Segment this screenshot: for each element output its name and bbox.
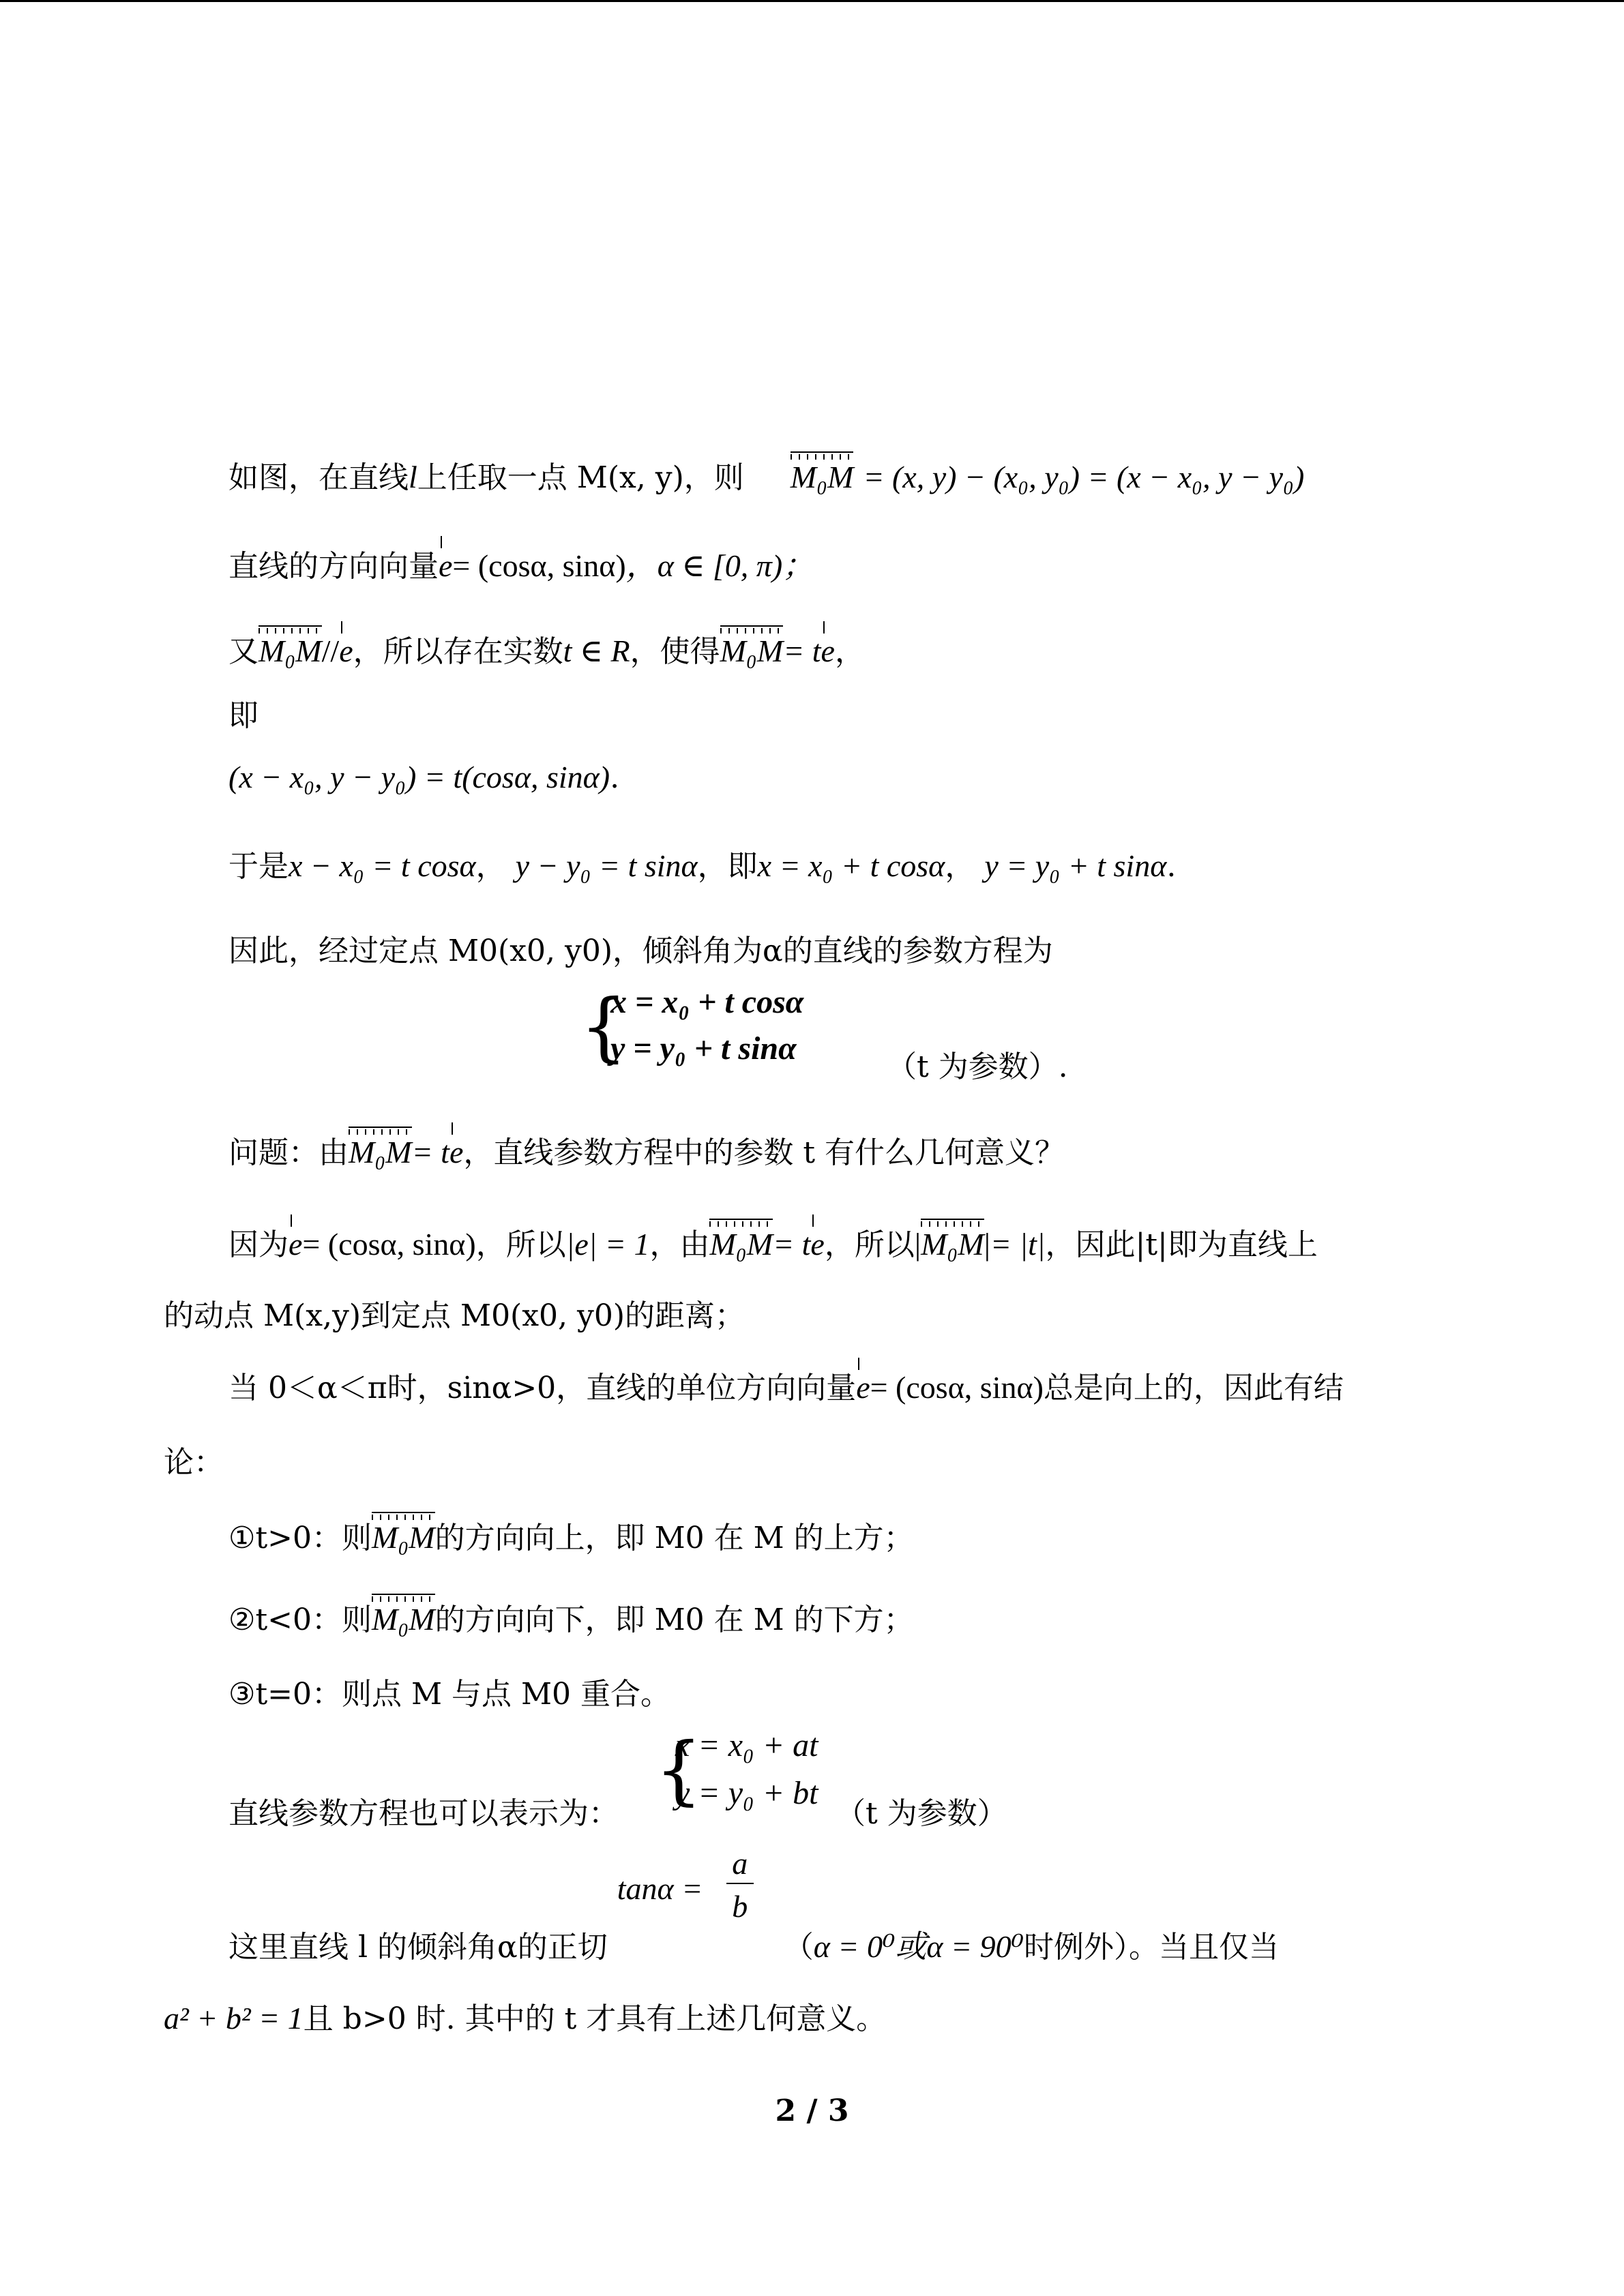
reason-line-2: 的动点 M(x,y)到定点 M0(x0, y0)的距离； bbox=[164, 1298, 745, 1333]
reason-line-1: 因为 e= (cosα, sinα)，所以|e| = 1，由 M₀M= t e，所以| M₀M|= |t|，因此|t|即为直线上 bbox=[228, 1224, 1318, 1266]
parametric-system-2: { x = x₀ + at y = y₀ + bt （t 为参数） bbox=[655, 1726, 1007, 1831]
when-line-2: 论： bbox=[164, 1445, 224, 1480]
final-line: a² + b² = 1且 b>0 时. 其中的 t 才具有上述几何意义。 bbox=[164, 2001, 887, 2036]
vector-m0m: M₀M bbox=[791, 457, 854, 498]
text-line-1: 如图，在直线l上任取一点 M(x, y)，则 M₀M = (x, y) − (x₀, y₀) = (x − x₀, y − y₀) bbox=[228, 457, 1304, 498]
tangent-line: 这里直线 l 的倾斜角α的正切 tanα = a b （α = 0⁰或α = 90⁰时例外）。当且仅当 bbox=[228, 1846, 1280, 1965]
conclusion-3: ③t=0：则点 M 与点 M0 重合。 bbox=[228, 1677, 671, 1712]
top-border bbox=[0, 0, 1624, 2]
text-line-7: 因此，经过定点 M0(x0, y0)，倾斜角为α的直线的参数方程为 bbox=[228, 934, 1053, 968]
text-line-4: 即 bbox=[228, 698, 259, 733]
text-line-3: 又 M₀M// e，所以存在实数t ∈ R，使得 M₀M= t e， bbox=[228, 631, 865, 672]
question-line: 问题：由 M₀M= t e，直线参数方程中的参数 t 有什么几何意义？ bbox=[228, 1132, 1065, 1174]
text-line-6: 于是x − x₀ = t cosα， y − y₀ = t sinα，即x = x₀ + t cosα， y = y₀ + t sinα. bbox=[228, 848, 1177, 884]
parametric-system-1: { x = x₀ + t cosα y = y₀ + t sinα （t 为参数）. bbox=[580, 983, 1068, 1084]
text-line-5: (x − x₀, y − y₀) = t(cosα, sinα). bbox=[228, 760, 620, 795]
text-line-2: 直线的方向向量 e= (cosα, sinα)，α ∈ [0, π)； bbox=[228, 546, 814, 587]
conclusion-2: ②t<0：则 M₀M的方向向下，即 M0 在 M 的下方； bbox=[228, 1599, 914, 1641]
alt-form-label: 直线参数方程也可以表示为： bbox=[228, 1796, 619, 1831]
page-number: 2 / 3 bbox=[775, 2093, 849, 2128]
conclusion-1: ①t>0：则 M₀M的方向向上，即 M0 在 M 的上方； bbox=[228, 1517, 914, 1559]
when-line-1: 当 0＜α＜π时，sinα>0，直线的单位方向向量 e= (cosα, sinα)总是向上的，因此有结 bbox=[228, 1367, 1344, 1409]
vector-e: e bbox=[439, 546, 452, 586]
